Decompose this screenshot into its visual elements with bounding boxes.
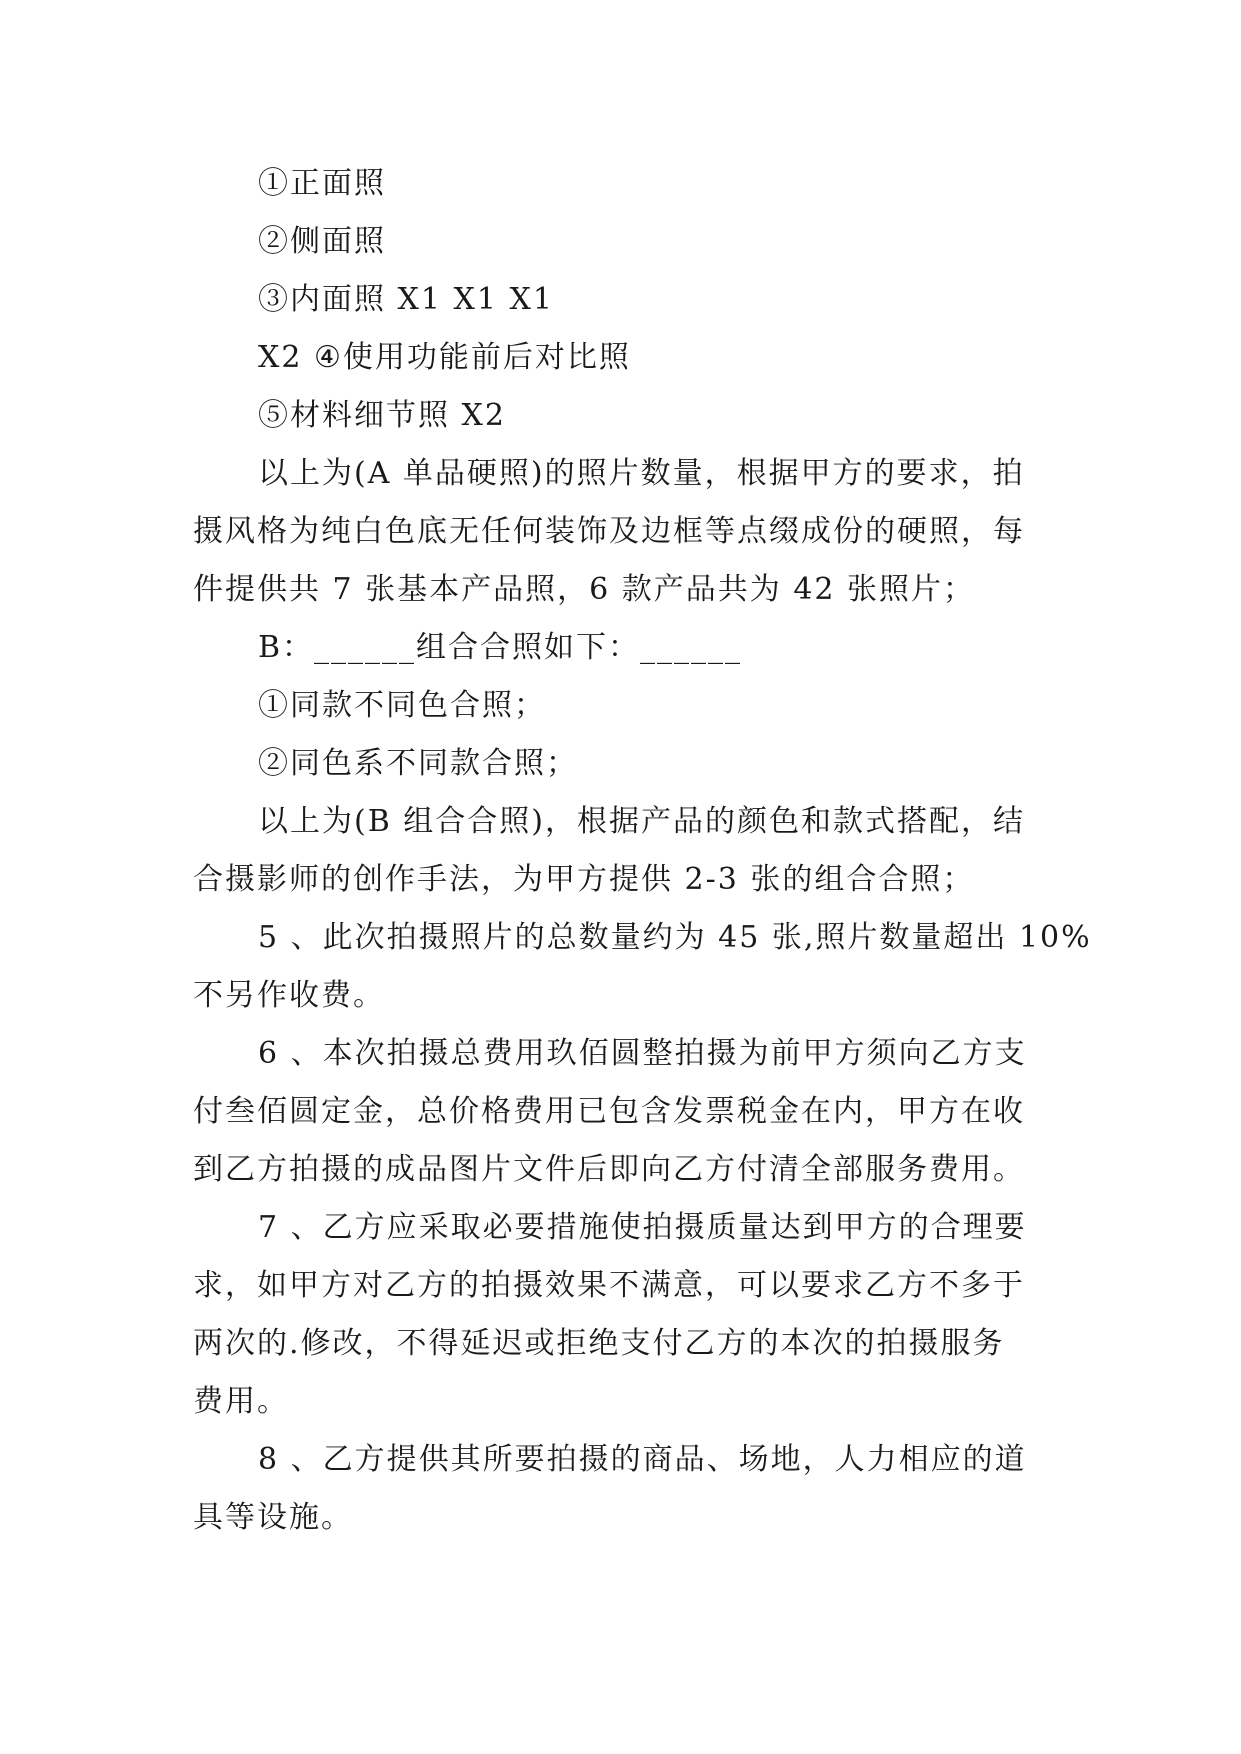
- clause-6-line-2: 付叁佰圆定金，总价格费用已包含发票税金在内，甲方在收: [193, 1094, 1025, 1129]
- section-b-heading: B：______组合合照如下：______: [258, 630, 743, 665]
- paragraph-a-line-3: 件提供共 7 张基本产品照，6 款产品共为 42 张照片；: [193, 572, 976, 607]
- clause-6-line-1: 6 、本次拍摄总费用玖佰圆整拍摄为前甲方须向乙方支: [258, 1036, 1027, 1071]
- clause-7-line-2: 求，如甲方对乙方的拍摄效果不满意，可以要求乙方不多于: [193, 1268, 1025, 1303]
- clause-7-line-3: 两次的.修改，不得延迟或拒绝支付乙方的本次的拍摄服务: [193, 1326, 1005, 1361]
- paragraph-a-line-1: 以上为(A 单品硬照)的照片数量，根据甲方的要求，拍: [258, 456, 1025, 491]
- clause-8-line-2: 具等设施。: [193, 1500, 353, 1535]
- list-item-inner-photo: ③内面照 X1 X1 X1: [258, 282, 554, 317]
- paragraph-b-line-2: 合摄影师的创作手法，为甲方提供 2-3 张的组合合照；: [193, 862, 975, 897]
- list-item-same-style-group: ①同款不同色合照；: [258, 688, 546, 723]
- list-item-material-detail-photo: ⑤材料细节照 X2: [258, 398, 506, 433]
- clause-5-line-2: 不另作收费。: [193, 978, 385, 1013]
- list-item-same-color-group: ②同色系不同款合照；: [258, 746, 578, 781]
- paragraph-b-line-1: 以上为(B 组合合照)，根据产品的颜色和款式搭配，结: [258, 804, 1025, 839]
- clause-6-line-3: 到乙方拍摄的成品图片文件后即向乙方付清全部服务费用。: [193, 1152, 1025, 1187]
- list-item-comparison-photo: X2 ④使用功能前后对比照: [258, 340, 631, 375]
- list-item-front-photo: ①正面照: [258, 166, 386, 201]
- clause-8-line-1: 8 、乙方提供其所要拍摄的商品、场地，人力相应的道: [258, 1442, 1027, 1477]
- clause-5-line-1: 5 、此次拍摄照片的总数量约为 45 张,照片数量超出 10%: [258, 920, 1092, 955]
- list-item-side-photo: ②侧面照: [258, 224, 386, 259]
- clause-7-line-4: 费用。: [193, 1384, 289, 1419]
- clause-7-line-1: 7 、乙方应采取必要措施使拍摄质量达到甲方的合理要: [258, 1210, 1027, 1245]
- paragraph-a-line-2: 摄风格为纯白色底无任何装饰及边框等点缀成份的硬照，每: [193, 514, 1025, 549]
